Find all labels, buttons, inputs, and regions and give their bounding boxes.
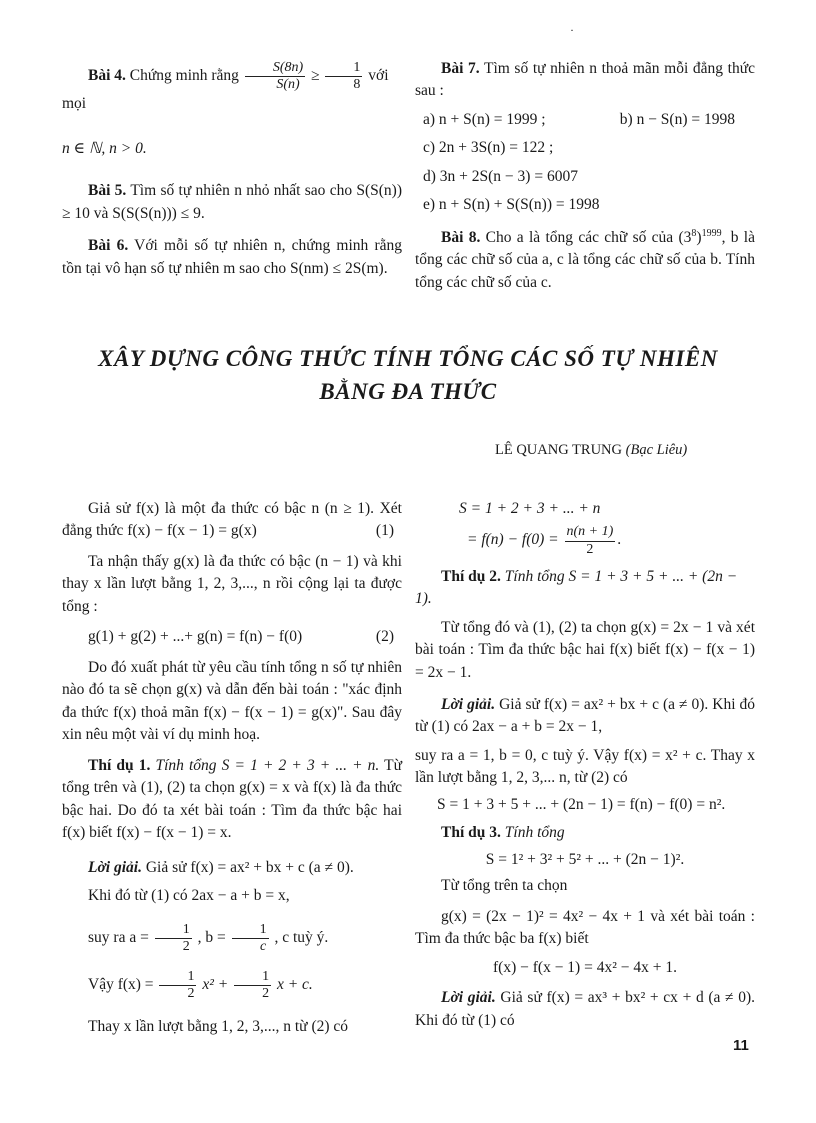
problems-left-column bbox=[62, 60, 402, 280]
fraction-one-half bbox=[155, 922, 192, 955]
problem-4-condition bbox=[62, 138, 402, 160]
sum-result: = f(n) − f(0) = bbox=[467, 531, 559, 549]
article-right-column bbox=[415, 498, 755, 1032]
example-1 bbox=[62, 755, 402, 845]
scan-mark: · bbox=[570, 23, 574, 37]
fraction-denominator: 2 bbox=[586, 541, 594, 557]
example-2-label: Thí dụ 2. bbox=[441, 567, 501, 585]
fraction-denominator: c bbox=[259, 938, 267, 954]
example-3-f: f(x) − f(x − 1) = 4x² − 4x + 1. bbox=[493, 958, 677, 976]
geq-symbol: ≥ bbox=[311, 67, 320, 85]
sum-expression: S = 1 + 2 + 3 + ... + n bbox=[459, 500, 601, 517]
equation-number-2: (2) bbox=[375, 628, 394, 646]
article-left-column bbox=[62, 498, 402, 1038]
problem-7-d: d) 3n + 2S(n − 3) = 6007 bbox=[423, 167, 578, 185]
fraction-denominator: 8 bbox=[353, 77, 361, 93]
example-2-text: Tính tổng S = 1 + 3 + 5 + ... + (2n − 1). bbox=[415, 567, 738, 608]
substitution-text: Thay x lần lượt bằng 1, 2, 3,..., n từ (2) có bbox=[88, 1017, 349, 1035]
fraction-one-half bbox=[159, 969, 196, 1002]
fraction-s8n-sn bbox=[245, 60, 305, 93]
intro-text: Giả sử f(x) là một đa thức có bậc n (n ≥ 1). Xét đẳng thức f(x) − f(x − 1) = g(x) bbox=[62, 500, 402, 540]
example-1-label: Thí dụ 1. bbox=[88, 756, 151, 774]
solution-3-text: Giả sử f(x) = ax³ + bx² + cx + d (a ≠ 0). Khi đó từ (1) có bbox=[415, 989, 755, 1029]
example-1-text: Tính tổng S = 1 + 2 + 3 + ... + n. bbox=[155, 756, 380, 774]
author-line bbox=[495, 440, 687, 461]
problem-7-row-ab bbox=[415, 109, 755, 131]
problem-8-text-c: , b là tổng các chữ số của a, c là tổng các chữ số của b. Tính tổng các chữ số của c. bbox=[415, 228, 755, 291]
fraction-numerator: 1 bbox=[325, 60, 362, 77]
superscript: 1999 bbox=[701, 227, 722, 239]
solution-1-text: Giả sử f(x) = ax² + bx + c (a ≠ 0). bbox=[145, 858, 354, 876]
fraction-denominator: S(n) bbox=[276, 77, 300, 93]
problem-4-text-end: với mọi bbox=[62, 67, 389, 113]
problem-8-text-a: Cho a là tổng các chữ số của (3 bbox=[485, 228, 692, 246]
problem-6-label: Bài 6. bbox=[88, 237, 129, 255]
problem-7-a: a) n + S(n) = 1999 ; bbox=[423, 110, 546, 128]
example-3-g: g(x) = (2x − 1)² = 4x² − 4x + 1 và xét bài toán : Tìm đa thức bậc ba f(x) biết bbox=[415, 907, 755, 948]
fraction-numerator: n(n + 1) bbox=[565, 524, 616, 541]
title-line-2: BẰNG ĐA THỨC bbox=[319, 379, 497, 405]
author-place: (Bạc Liêu) bbox=[625, 442, 688, 458]
problem-5 bbox=[62, 180, 402, 225]
solution-1-suyra bbox=[62, 922, 402, 955]
solution-2-cont: suy ra a = 1, b = 0, c tuỳ ý. Vậy f(x) = x² + c. Thay x lần lượt bằng 1, 2, 3,... n, từ (2) có bbox=[415, 746, 755, 787]
fraction-numerator: 1 bbox=[155, 922, 192, 939]
vay-text: Vậy f(x) = bbox=[88, 975, 154, 993]
fraction-denominator: 2 bbox=[182, 938, 190, 954]
condition-text: n ∈ ℕ, n > 0. bbox=[62, 139, 147, 157]
solution-1-line2: Khi đó từ (1) có 2ax − a + b = x, bbox=[88, 887, 290, 905]
problem-7-e: e) n + S(n) + S(S(n)) = 1998 bbox=[423, 196, 600, 214]
solution-2-text: Giả sử f(x) = ax² + bx + c (a ≠ 0). Khi đó từ (1) có 2ax − a + b = 2x − 1, bbox=[415, 696, 755, 736]
title-line-1: XÂY DỰNG CÔNG THỨC TÍNH TỔNG CÁC SỐ TỰ NHIÊN bbox=[98, 346, 718, 371]
equation-number-1: (1) bbox=[375, 522, 394, 540]
solution-label: Lời giải. bbox=[88, 858, 142, 876]
x-squared-term: x² + bbox=[202, 975, 229, 993]
fraction-numerator: S(8n) bbox=[245, 60, 305, 77]
c-arbitrary: , c tuỳ ý. bbox=[274, 928, 329, 946]
problem-6-text: Với mỗi số tự nhiên n, chứng minh rằng tồn tại vô hạn số tự nhiên m sao cho S(nm) ≤ 2S(m). bbox=[62, 237, 402, 277]
fraction-numerator: 1 bbox=[234, 969, 271, 986]
problem-7-text: Tìm số tự nhiên n thoả mãn mỗi đẳng thức sau : bbox=[415, 60, 755, 100]
author-name: LÊ QUANG TRUNG bbox=[495, 442, 623, 458]
problem-8 bbox=[415, 227, 755, 295]
sum-line-1 bbox=[415, 498, 755, 520]
problem-4 bbox=[62, 60, 402, 116]
problem-5-label: Bài 5. bbox=[88, 182, 127, 200]
problems-right-column bbox=[415, 58, 755, 294]
example-1-cont: Từ tổng trên và (1), (2) ta chọn g(x) = x và f(x) là đa thức bậc hai. Do đó ta xét bài toán : Tìm đa thức bậc hai f(x) biết f(x) − f(x − 1) = x. bbox=[62, 756, 402, 842]
problem-7-label: Bài 7. bbox=[441, 60, 480, 77]
problem-4-label: Bài 4. bbox=[88, 67, 126, 85]
solution-2-equation: S = 1 + 3 + 5 + ... + (2n − 1) = f(n) − f(0) = n². bbox=[437, 795, 726, 813]
fraction-numerator: 1 bbox=[232, 922, 269, 939]
example-3-equation: S = 1² + 3² + 5² + ... + (2n − 1)². bbox=[485, 850, 685, 868]
intro-paragraph bbox=[62, 498, 402, 543]
problem-7-c: c) 2n + 3S(n) = 122 ; bbox=[423, 139, 554, 157]
problem-8-label: Bài 8. bbox=[441, 228, 481, 246]
problem-7 bbox=[415, 58, 755, 103]
fraction-n-n-plus-1-over-2 bbox=[565, 524, 616, 557]
x-term: x + c. bbox=[276, 975, 313, 993]
method-paragraph: Do đó xuất phát từ yêu cầu tính tổng n số tự nhiên nào đó ta sẽ chọn g(x) và dẫn đến bài toán : "xác định đa thức f(x) thoả mãn f(x) − f(x − 1) = g(x)". Sau đây xin nêu một vài ví dụ minh hoạ. bbox=[62, 658, 402, 744]
equation-2-body: g(1) + g(2) + ...+ g(n) = f(n) − f(0) bbox=[88, 628, 303, 646]
fraction-one-over-c bbox=[232, 922, 269, 955]
example-3 bbox=[415, 822, 755, 844]
solution-label: Lời giải. bbox=[441, 696, 496, 713]
problem-8-text-b: ) bbox=[696, 228, 702, 246]
article-title bbox=[40, 342, 776, 409]
superscript: 8 bbox=[691, 227, 697, 239]
example-3-text: Tính tổng bbox=[504, 824, 565, 842]
sum-line-2: = f(n) − f(0) = $\frac{n(n + 1)}{2}$ . bbox=[467, 524, 622, 557]
problem-5-text: Tìm số tự nhiên n nhỏ nhất sao cho S(S(n)) ≥ 10 và S(S(S(n))) ≤ 9. bbox=[62, 182, 402, 222]
solution-label: Lời giải. bbox=[441, 989, 496, 1007]
fraction-one-half bbox=[234, 969, 271, 1002]
solution-3 bbox=[415, 987, 755, 1032]
fraction-denominator: 2 bbox=[262, 985, 270, 1001]
example-2 bbox=[415, 566, 755, 611]
solution-2 bbox=[415, 694, 755, 739]
suyra-text: suy ra a = bbox=[88, 928, 149, 946]
problem-6 bbox=[62, 235, 402, 280]
solution-1 bbox=[62, 857, 402, 879]
problem-7-b: b) n − S(n) = 1998 bbox=[619, 110, 735, 128]
page-number: 11 bbox=[733, 1037, 749, 1054]
example-3-label: Thí dụ 3. bbox=[441, 824, 501, 842]
problem-4-text: Chứng minh rằng bbox=[129, 67, 239, 85]
example-3-cont: Từ tổng trên ta chọn bbox=[441, 877, 568, 895]
solution-1-result bbox=[62, 969, 402, 1002]
fraction-numerator: 1 bbox=[159, 969, 196, 986]
observation-paragraph: Ta nhận thấy g(x) là đa thức có bậc (n − 1) và khi thay x lần lượt bằng 1, 2, 3,..., n rồi cộng lại ta được tổng : bbox=[62, 552, 402, 615]
example-2-cont: Từ tổng đó và (1), (2) ta chọn g(x) = 2x − 1 và xét bài toán : Tìm đa thức bậc hai f(x) biết f(x) − f(x − 1) = 2x − 1. bbox=[415, 618, 755, 681]
equation-2 bbox=[62, 626, 402, 648]
b-equals: , b = bbox=[197, 928, 226, 946]
fraction-one-eighth bbox=[325, 60, 362, 93]
fraction-denominator: 2 bbox=[187, 985, 195, 1001]
